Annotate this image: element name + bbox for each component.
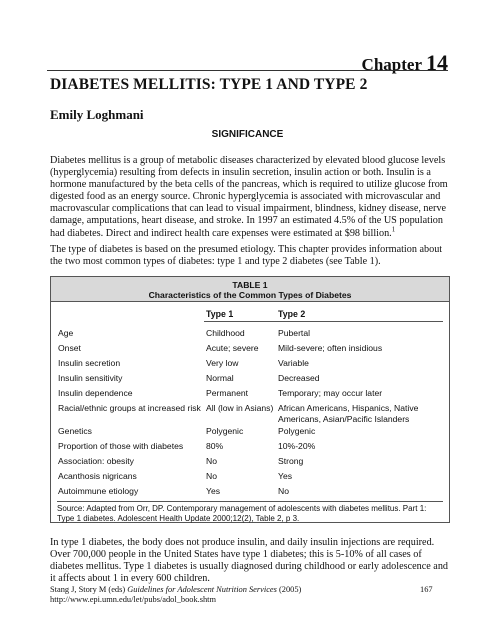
citation-title: Guidelines for Adolescent Nutrition Services (127, 585, 277, 594)
type2-cell: Yes (278, 471, 293, 481)
page-title: DIABETES MELLITIS: TYPE 1 AND TYPE 2 (50, 76, 368, 93)
chapter-heading (362, 50, 448, 76)
row-label: Onset (58, 343, 81, 353)
paragraph-type1: In type 1 diabetes, the body does not produce insulin, and daily insulin injections are required. Over 700,000 people in the United States have type 1 diabetes; this is 5-10% of all cases of diabetes mellitus. Type 1 diabetes is usually diagnosed during childhood or early adolescence and it affects about 1 in every 600 children. (50, 537, 449, 585)
citation-line (50, 585, 301, 595)
row-label: Age (58, 328, 74, 338)
type1-cell: No (206, 471, 217, 481)
type1-cell: 80% (206, 441, 224, 451)
type1-cell: All (low in Asians) (206, 403, 274, 413)
column-header-type1: Type 1 (206, 309, 234, 319)
type2-cell: Temporary; may occur later (278, 388, 383, 398)
header-divider (47, 70, 448, 71)
type2-cell: 10%-20% (278, 441, 316, 451)
column-header-divider (204, 321, 443, 322)
row-label: Autoimmune etiology (58, 486, 139, 496)
footer-citation (50, 585, 301, 605)
type2-cell: African Americans, Hispanics, Native Americans, Asian/Pacific Islanders (278, 403, 419, 424)
table-caption: Characteristics of the Common Types of Diabetes (148, 290, 352, 300)
type2-cell: Variable (278, 358, 309, 368)
row-label: Acanthosis nigricans (58, 471, 137, 481)
type1-cell: Polygenic (206, 426, 244, 436)
row-label: Insulin secretion (58, 358, 121, 368)
row-label: Proportion of those with diabetes (58, 441, 184, 451)
paragraph-types: The type of diabetes is based on the presumed etiology. This chapter provides information about the two most common types of diabetes: type 1 and type 2 diabetes (see Table 1). (50, 244, 443, 268)
chapter-number: 14 (426, 50, 448, 75)
citation-authors: Stang J, Story M (eds) (50, 585, 128, 594)
column-header-type2: Type 2 (278, 309, 306, 319)
table-header (51, 277, 449, 302)
type1-cell: Permanent (206, 388, 249, 398)
type2-cell: Polygenic (278, 426, 316, 436)
type1-cell: Childhood (206, 328, 245, 338)
paragraph-1-text: Diabetes mellitus is a group of metabolic diseases characterized by elevated blood glucose levels (hyperglycemia) resulting from defects in insulin secretion, insulin action or both. Insulin is a hormone manufactured by the beta cells of the pancreas, which is required to utilize glucose from digested food as an energy source. Chronic hyperglycemia is associated with microvascular and macrovascular complications that can lead to visual impairment, blindness, kidney disease, nerve damage, amputations, heart disease, and stroke. In 1997 an estimated 4.5% of the US population had diabetes. Direct and indirect health care expenses were estimated at $98 billion. (50, 155, 448, 239)
type2-cell: Pubertal (278, 328, 311, 338)
type2-cell: Strong (278, 456, 304, 466)
type2-cell: Mild-severe; often insidious (278, 343, 383, 353)
chapter-label: Chapter (361, 55, 422, 74)
type1-cell: Normal (206, 373, 234, 383)
row-label: Insulin sensitivity (58, 373, 123, 383)
type1-cell: Acute; severe (206, 343, 259, 353)
characteristics-table (50, 276, 450, 523)
type1-cell: Yes (206, 486, 221, 496)
citation-year: (2005) (276, 585, 302, 594)
type2-cell: No (278, 486, 289, 496)
table-source-divider (57, 501, 443, 502)
row-label: Racial/ethnic groups at increased risk (58, 403, 201, 413)
row-label: Insulin dependence (58, 388, 133, 398)
paragraph-significance (50, 155, 450, 240)
row-label: Association: obesity (58, 456, 134, 466)
row-label: Genetics (58, 426, 92, 436)
section-heading: SIGNIFICANCE (211, 129, 284, 140)
type1-cell: No (206, 456, 217, 466)
author-name: Emily Loghmani (50, 107, 144, 122)
page-number: 167 (420, 585, 433, 594)
citation-url: http://www.epi.umn.edu/let/pubs/adol_book.shtm (50, 595, 217, 604)
table-label: TABLE 1 (232, 280, 268, 290)
type2-cell: Decreased (278, 373, 320, 383)
footnote-ref: 1 (391, 225, 396, 234)
table-source-note: Source: Adapted from Orr, DP. Contemporary management of adolescents with diabetes mellitus. Part 1: Type 1 diabetes. Adolescent Health Update 2000;12(2), Table 2, p 3. (57, 504, 427, 523)
type1-cell: Very low (206, 358, 239, 368)
